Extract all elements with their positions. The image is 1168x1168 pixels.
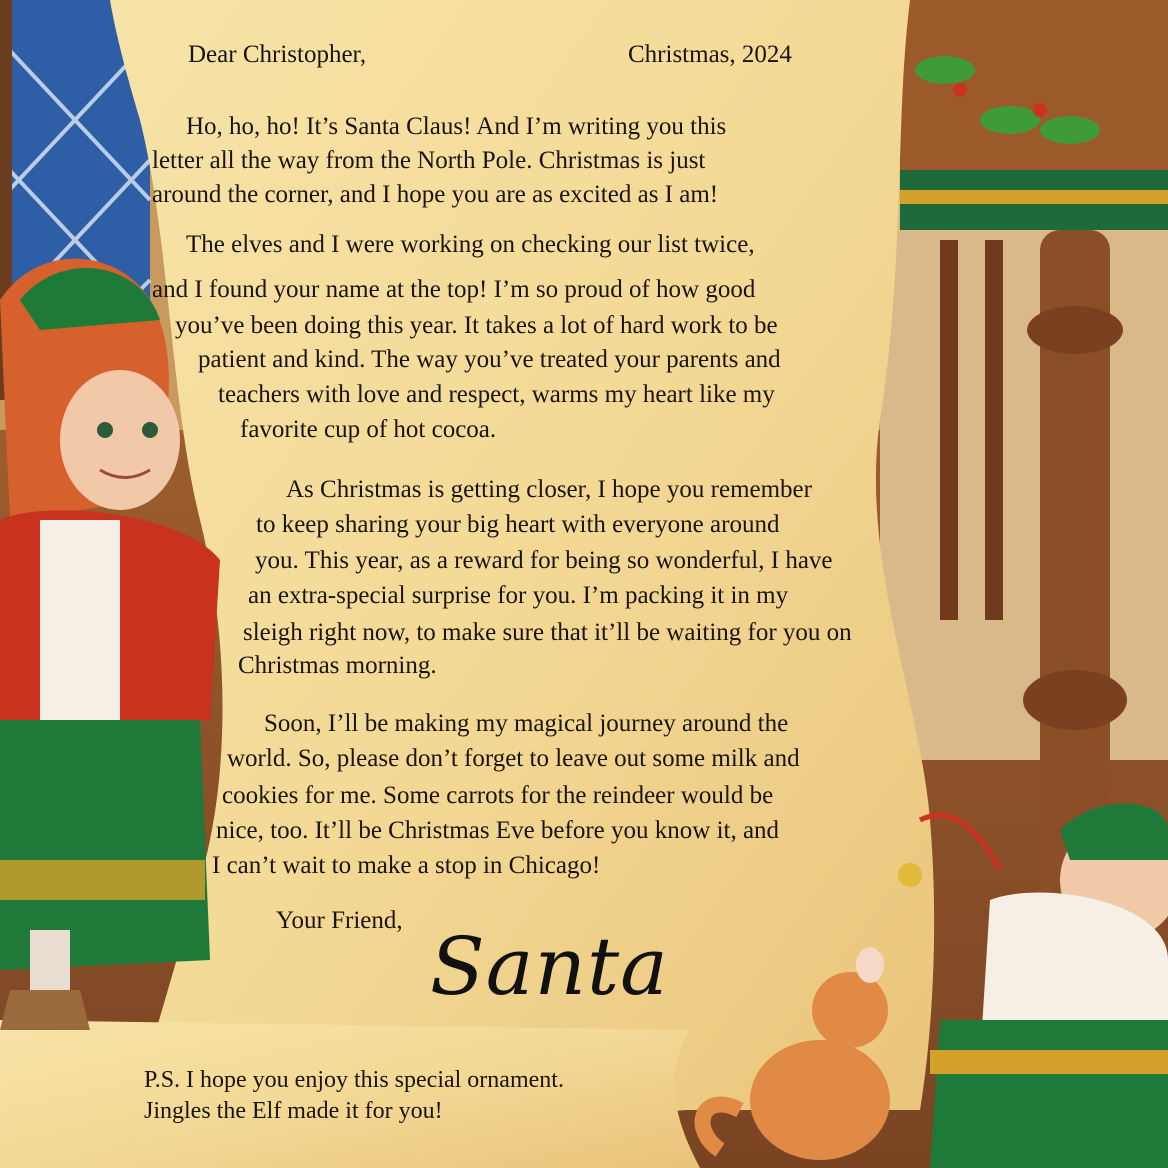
postscript-line: P.S. I hope you enjoy this special ornament. [144,1067,564,1093]
santa-signature: Santa [430,920,669,1013]
paragraph-4-line: world. So, please don’t forget to leave out some milk and [227,745,800,772]
paragraph-1-line: Ho, ho, ho! It’s Santa Claus! And I’m writing you this [186,113,727,140]
paragraph-3-line: you. This year, as a reward for being so wonderful, I have [255,547,833,574]
paragraph-3-line: Christmas morning. [238,652,437,679]
paragraph-3-line: an extra-special surprise for you. I’m packing it in my [248,582,789,609]
closing: Your Friend, [276,907,403,934]
paragraph-3-line: sleigh right now, to make sure that it’ll be waiting for you on [243,619,852,646]
paragraph-1-line: letter all the way from the North Pole. Christmas is just [152,147,706,174]
paragraph-3-line: to keep sharing your big heart with everyone around [256,511,780,538]
paragraph-2-line: favorite cup of hot cocoa. [240,416,497,443]
paragraph-4-line: cookies for me. Some carrots for the reindeer would be [222,782,774,809]
paragraph-2-line: you’ve been doing this year. It takes a lot of hard work to be [175,312,778,339]
paragraph-4-line: Soon, I’ll be making my magical journey around the [264,710,789,737]
paragraph-1-line: around the corner, and I hope you are as excited as I am! [152,181,719,208]
postscript-line: Jingles the Elf made it for you! [144,1098,443,1124]
paragraph-4-line: nice, too. It’ll be Christmas Eve before you know it, and [216,817,780,844]
paragraph-2-line: patient and kind. The way you’ve treated your parents and [198,346,781,373]
paragraph-2-line: teachers with love and respect, warms my heart like my [218,381,775,408]
letter-date: Christmas, 2024 [628,41,792,68]
salutation: Dear Christopher, [188,41,367,68]
paragraph-4-line: I can’t wait to make a stop in Chicago! [212,852,601,879]
paragraph-2-line: and I found your name at the top! I’m so proud of how good [152,276,756,303]
paragraph-2-line: The elves and I were working on checking our list twice, [186,231,755,258]
paragraph-3-line: As Christmas is getting closer, I hope you remember [286,476,812,503]
